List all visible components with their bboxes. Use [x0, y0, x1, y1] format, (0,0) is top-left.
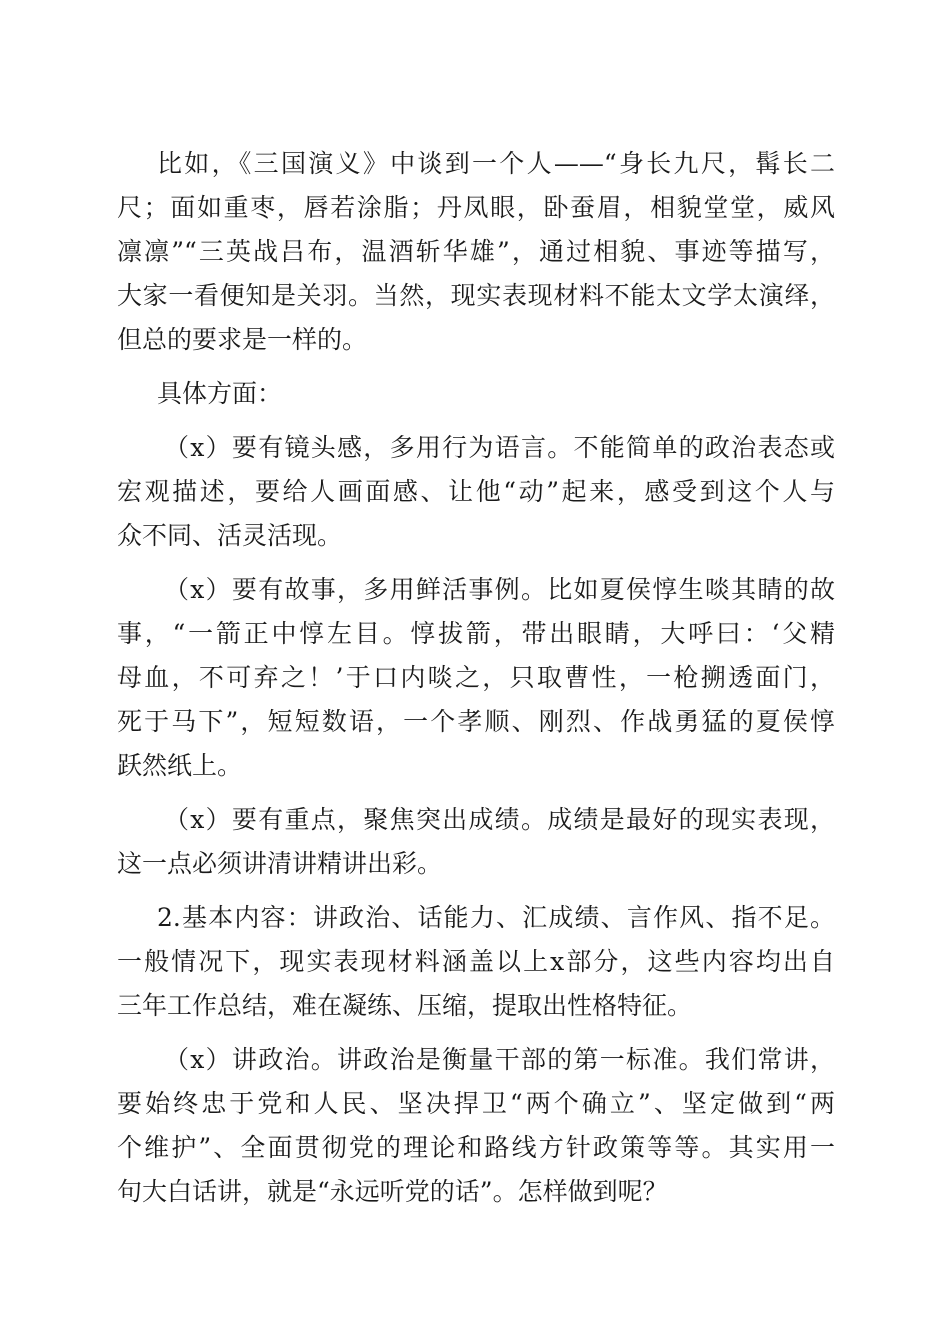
text-line: 比如，《三国演义》中谈到一个人——“身长九尺，髯长二 — [157, 149, 835, 178]
paragraph — [117, 896, 835, 1028]
text-line: 个维护”、全面贯彻党的理论和路线方针政策等等。其实用一 — [117, 1133, 835, 1162]
text-line: 具体方面： — [157, 379, 283, 408]
paragraph — [117, 1038, 835, 1214]
text-line: 凛凛”“三英战吕布，温酒斩华雄”，通过相貌、事迹等描写， — [117, 237, 835, 266]
paragraph — [117, 568, 835, 788]
text-line: （x）要有重点，聚焦突出成绩。成绩是最好的现实表现， — [164, 805, 835, 834]
paragraph — [117, 142, 835, 362]
text-line: 众不同、活灵活现。 — [117, 521, 343, 550]
text-line: （x）要有故事，多用鲜活事例。比如夏侯惇生啖其睛的故 — [164, 575, 835, 604]
text-line: 这一点必须讲清讲精讲出彩。 — [117, 849, 443, 878]
text-line: 一般情况下，现实表现材料涵盖以上x部分，这些内容均出自 — [117, 947, 835, 976]
text-line: 宏观描述，要给人画面感、让他“动”起来，感受到这个人与 — [117, 477, 835, 506]
text-line: 死于马下”，短短数语，一个孝顺、刚烈、作战勇猛的夏侯惇 — [117, 707, 835, 736]
text-line: 跃然纸上。 — [117, 751, 243, 780]
document-body — [117, 142, 835, 1214]
text-line: 三年工作总结，难在凝练、压缩，提取出性格特征。 — [117, 991, 693, 1020]
text-line: 但总的要求是一样的。 — [117, 325, 368, 354]
text-line: 2.基本内容：讲政治、话能力、汇成绩、言作风、指不足。 — [157, 903, 835, 932]
text-line: （x）讲政治。讲政治是衡量干部的第一标准。我们常讲， — [164, 1045, 835, 1074]
text-line: 要始终忠于党和人民、坚决捍卫“两个确立”、坚定做到“两 — [117, 1089, 835, 1118]
text-line: 句大白话讲，就是“永远听党的话”。怎样做到呢？ — [117, 1177, 668, 1206]
text-line: 母血，不可弃之！’于口内啖之，只取曹性，一枪搠透面门， — [117, 663, 835, 692]
paragraph — [117, 798, 835, 886]
text-line: 事，“一箭正中惇左目。惇拔箭，带出眼睛，大呼曰：‘父精 — [117, 619, 835, 648]
paragraph — [117, 372, 835, 416]
text-line: 尺；面如重枣，唇若涂脂；丹凤眼，卧蚕眉，相貌堂堂，威风 — [117, 193, 835, 222]
paragraph — [117, 426, 835, 558]
text-line: 大家一看便知是关羽。当然，现实表现材料不能太文学太演绎， — [117, 281, 835, 310]
text-line: （x）要有镜头感，多用行为语言。不能简单的政治表态或 — [164, 433, 835, 462]
